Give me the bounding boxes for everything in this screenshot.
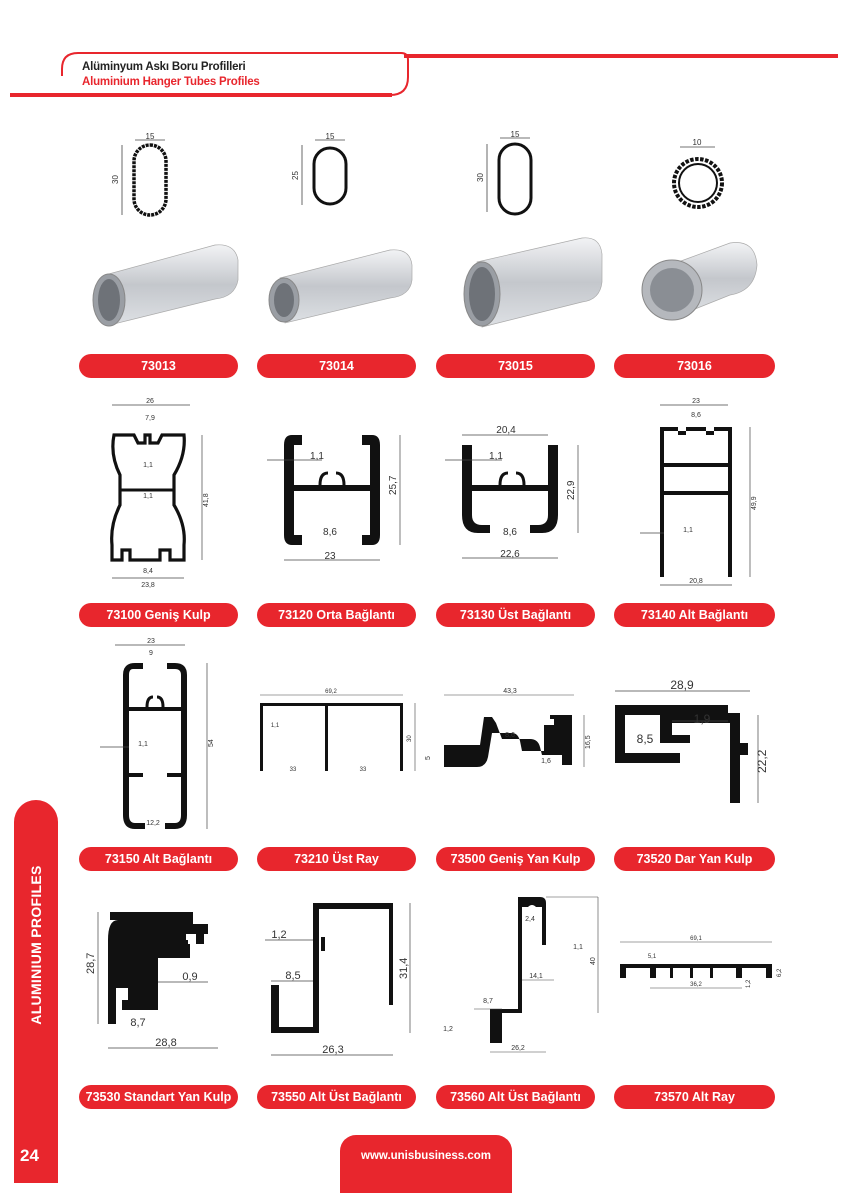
dim-label: 54 [208, 739, 215, 747]
dim-label: 36,2 [690, 982, 702, 988]
dim-label: 30 [111, 175, 120, 184]
dim-label: 1,1 [138, 741, 148, 748]
tube-photo-73016 [630, 235, 780, 330]
dim-label: 15 [325, 132, 335, 141]
profile-drawing-73130 [440, 415, 590, 575]
dim-label: 1,9 [693, 712, 711, 726]
product-code-pill: 73150 Alt Bağlantı [79, 847, 238, 871]
dim-label: 22,9 [566, 480, 577, 500]
dim-label: 26,3 [322, 1044, 344, 1056]
profile-drawing-73150 [95, 635, 225, 835]
dim-label: 28,8 [155, 1037, 177, 1049]
dim-label: 69,2 [325, 689, 337, 695]
profile-drawing-73210 [245, 685, 425, 785]
profile-drawing-73550 [255, 895, 420, 1060]
dim-label: 8,6 [691, 412, 701, 419]
dim-label: 14,1 [529, 973, 543, 980]
dim-label: 30 [476, 173, 485, 182]
dim-label: 1,1 [310, 451, 324, 462]
section-label-text: ALUMINIUM PROFILES [28, 865, 44, 1025]
profile-drawing-73140 [630, 395, 770, 590]
dim-label: 5,1 [647, 954, 657, 960]
product-code-pill: 73120 Orta Bağlantı [257, 603, 416, 627]
profile-drawing-73013 [110, 130, 190, 225]
footer-url: www.unisbusiness.com [361, 1150, 491, 1162]
section-label [16, 850, 56, 1040]
dim-label: 23 [147, 638, 155, 645]
product-code-pill: 73210 Üst Ray [257, 847, 416, 871]
dim-label: 8,6 [323, 527, 337, 538]
profile-drawing-73500 [422, 685, 597, 785]
dim-label: 49,9 [751, 496, 758, 510]
dim-label: 23 [692, 398, 700, 405]
dim-label: 8,7 [483, 998, 493, 1005]
page-title-en: Aluminium Hanger Tubes Profiles [82, 76, 260, 88]
dim-label: 23 [324, 551, 336, 562]
dim-label: 5 [425, 756, 432, 760]
dim-label: 25,7 [388, 475, 399, 495]
dim-label: 7,9 [145, 415, 155, 422]
product-code-pill: 73520 Dar Yan Kulp [614, 847, 775, 871]
profile-drawing-73014 [290, 130, 370, 225]
dim-label: 8,5 [636, 732, 654, 746]
profile-drawing-73120 [262, 415, 412, 575]
profile-drawing-73520 [600, 675, 775, 815]
dim-label: 26,2 [511, 1045, 525, 1052]
dim-label: 1,6 [541, 758, 551, 765]
dim-label: 6,2 [777, 968, 783, 977]
dim-label: 69,1 [690, 936, 702, 942]
product-code-pill: 73140 Alt Bağlantı [614, 603, 775, 627]
dim-label: 22,6 [500, 549, 520, 560]
product-code-pill: 73500 Geniş Yan Kulp [436, 847, 595, 871]
dim-label: 28,9 [670, 678, 694, 692]
profile-drawing-73570 [610, 930, 785, 1005]
dim-label: 8,4 [143, 568, 153, 575]
dim-label: 1,1 [270, 723, 280, 729]
dim-label: 1,1 [143, 462, 153, 469]
dim-label: 20,4 [496, 425, 516, 436]
dim-label: 31,4 [398, 957, 410, 979]
dim-label: 30 [407, 735, 413, 742]
dim-label: 40 [590, 957, 597, 965]
profile-drawing-73016 [655, 135, 735, 225]
product-code-pill: 73530 Standart Yan Kulp [79, 1085, 238, 1109]
page-number: 24 [20, 1146, 39, 1165]
dim-label: 1,2 [746, 979, 752, 988]
dim-label: 1,2 [271, 929, 287, 941]
product-code-pill: 73014 [257, 354, 416, 378]
dim-label: 33 [359, 767, 367, 773]
dim-label: 0,9 [182, 971, 198, 983]
profile-drawing-73560 [432, 885, 607, 1060]
dim-label: 8,7 [130, 1017, 146, 1029]
profile-drawing-73530 [78, 900, 243, 1060]
dim-label: 1,1 [683, 527, 693, 534]
product-code-pill: 73016 [614, 354, 775, 378]
dim-label: 16,5 [585, 735, 592, 749]
header-rule-right [404, 54, 838, 58]
dim-label: 23,8 [141, 582, 155, 589]
dim-label: 8,6 [503, 527, 517, 538]
product-code-pill: 73013 [79, 354, 238, 378]
dim-label: 28,7 [85, 952, 97, 974]
dim-label: 1,1 [143, 493, 153, 500]
page-title-tr: Alüminyum Askı Boru Profilleri [82, 61, 246, 73]
dim-label: 8,6 [505, 732, 515, 739]
dim-label: 41,8 [203, 493, 210, 507]
dim-label: 15 [145, 132, 155, 141]
dim-label: 1,2 [443, 1026, 453, 1033]
dim-label: 26 [146, 398, 154, 405]
tube-photo-73014 [260, 238, 420, 328]
profile-drawing-73100 [100, 395, 220, 595]
product-code-pill: 73550 Alt Üst Bağlantı [257, 1085, 416, 1109]
profile-drawing-73015 [475, 130, 555, 225]
dim-label: 9 [149, 650, 153, 657]
product-code-pill: 73130 Üst Bağlantı [436, 603, 595, 627]
dim-label: 2,4 [525, 916, 535, 923]
dim-label: 25 [291, 171, 300, 180]
footer-tab [340, 1135, 512, 1193]
dim-label: 1,1 [573, 944, 583, 951]
dim-label: 12,2 [146, 820, 160, 827]
dim-label: 10 [692, 138, 702, 147]
dim-label: 20,8 [689, 578, 703, 585]
dim-label: 22,2 [755, 749, 769, 773]
dim-label: 1,1 [489, 451, 503, 462]
product-code-pill: 73560 Alt Üst Bağlantı [436, 1085, 595, 1109]
dim-label: 8,5 [285, 970, 301, 982]
dim-label: 43,3 [503, 688, 517, 695]
product-code-pill: 73015 [436, 354, 595, 378]
product-code-pill: 73100 Geniş Kulp [79, 603, 238, 627]
tube-photo-73015 [452, 232, 612, 332]
product-code-pill: 73570 Alt Ray [614, 1085, 775, 1109]
dim-label: 15 [510, 130, 520, 139]
tube-photo-73013 [85, 235, 245, 330]
dim-label: 33 [289, 767, 297, 773]
